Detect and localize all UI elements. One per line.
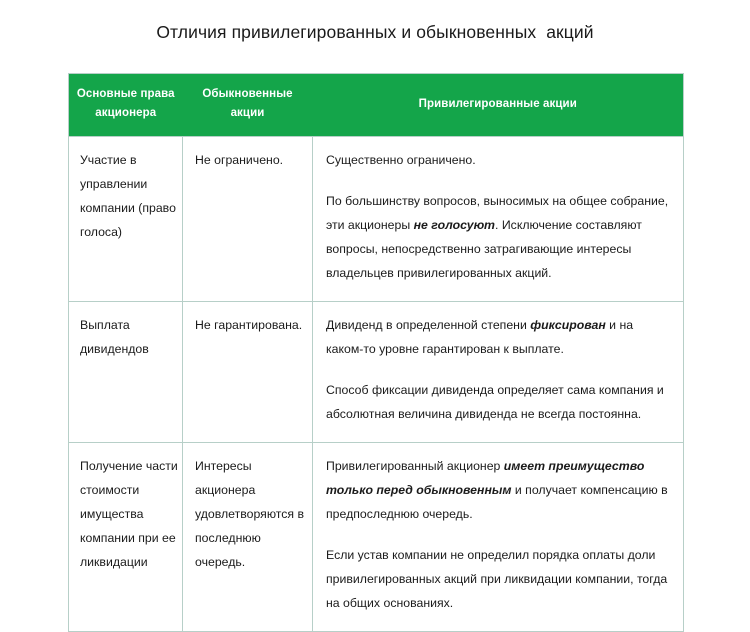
- table-header: [69, 74, 684, 137]
- body-text: и на каком-то уровне гарантирован к выплате.: [326, 318, 634, 356]
- page-title: Отличия привилегированных и обыкновенных акций: [156, 22, 594, 42]
- body-text: Привилегированный акционер: [326, 459, 504, 473]
- body-text: Дивиденд в определенной степени: [326, 318, 531, 332]
- cell-shareholder-right: Получение части стоимости имущества компании при ее ликвидации: [69, 443, 183, 632]
- table-row: [69, 302, 684, 443]
- table-row: [69, 137, 684, 302]
- column-header-shareholder-rights: Основные права акционера: [69, 74, 183, 137]
- column-header-common-shares: Обыкновенные акции: [183, 74, 313, 137]
- body-text: Если устав компании не определил порядка оплаты доли привилегированных акций при ликвидации компании, тогда на общих основаниях.: [326, 548, 668, 610]
- comparison-table-container: [68, 73, 683, 632]
- cell-common-shares: Интересы акционера удовлетворяются в последнюю очередь.: [183, 443, 313, 632]
- shares-comparison-table: [68, 73, 684, 632]
- cell-paragraph: [326, 454, 671, 526]
- column-header-preferred-shares: Привилегированные акции: [313, 74, 684, 137]
- table-header-row: [69, 74, 684, 137]
- emphasis-text: не голосуют: [413, 218, 495, 232]
- cell-paragraph: [326, 543, 671, 615]
- cell-paragraph: [326, 313, 671, 361]
- cell-common-shares: Не ограничено.: [183, 137, 313, 302]
- cell-common-shares: Не гарантирована.: [183, 302, 313, 443]
- cell-preferred-shares: [313, 443, 684, 632]
- cell-paragraph: [326, 148, 671, 172]
- body-text: По большинству вопросов, выносимых на общее собрание, эти акционеры: [326, 194, 669, 232]
- cell-paragraph: [326, 378, 671, 426]
- body-text: Существенно ограничено.: [326, 153, 476, 167]
- table-body: [69, 137, 684, 632]
- cell-preferred-shares: [313, 137, 684, 302]
- body-text: . Исключение составляют вопросы, непосредственно затрагивающие интересы владельцев привилегированных акций.: [326, 218, 642, 280]
- cell-preferred-shares: [313, 302, 684, 443]
- cell-paragraph: [326, 189, 671, 285]
- body-text: и получает компенсацию в предпоследнюю очередь.: [326, 483, 668, 521]
- body-text: Способ фиксации дивиденда определяет сама компания и абсолютная величина дивиденда не всегда постоянна.: [326, 383, 664, 421]
- table-row: [69, 443, 684, 632]
- cell-shareholder-right: Выплата дивидендов: [69, 302, 183, 443]
- emphasis-text: фиксирован: [530, 318, 606, 332]
- emphasis-text: имеет преимущество только перед обыкновенным: [326, 459, 645, 497]
- cell-shareholder-right: Участие в управлении компании (право голоса): [69, 137, 183, 302]
